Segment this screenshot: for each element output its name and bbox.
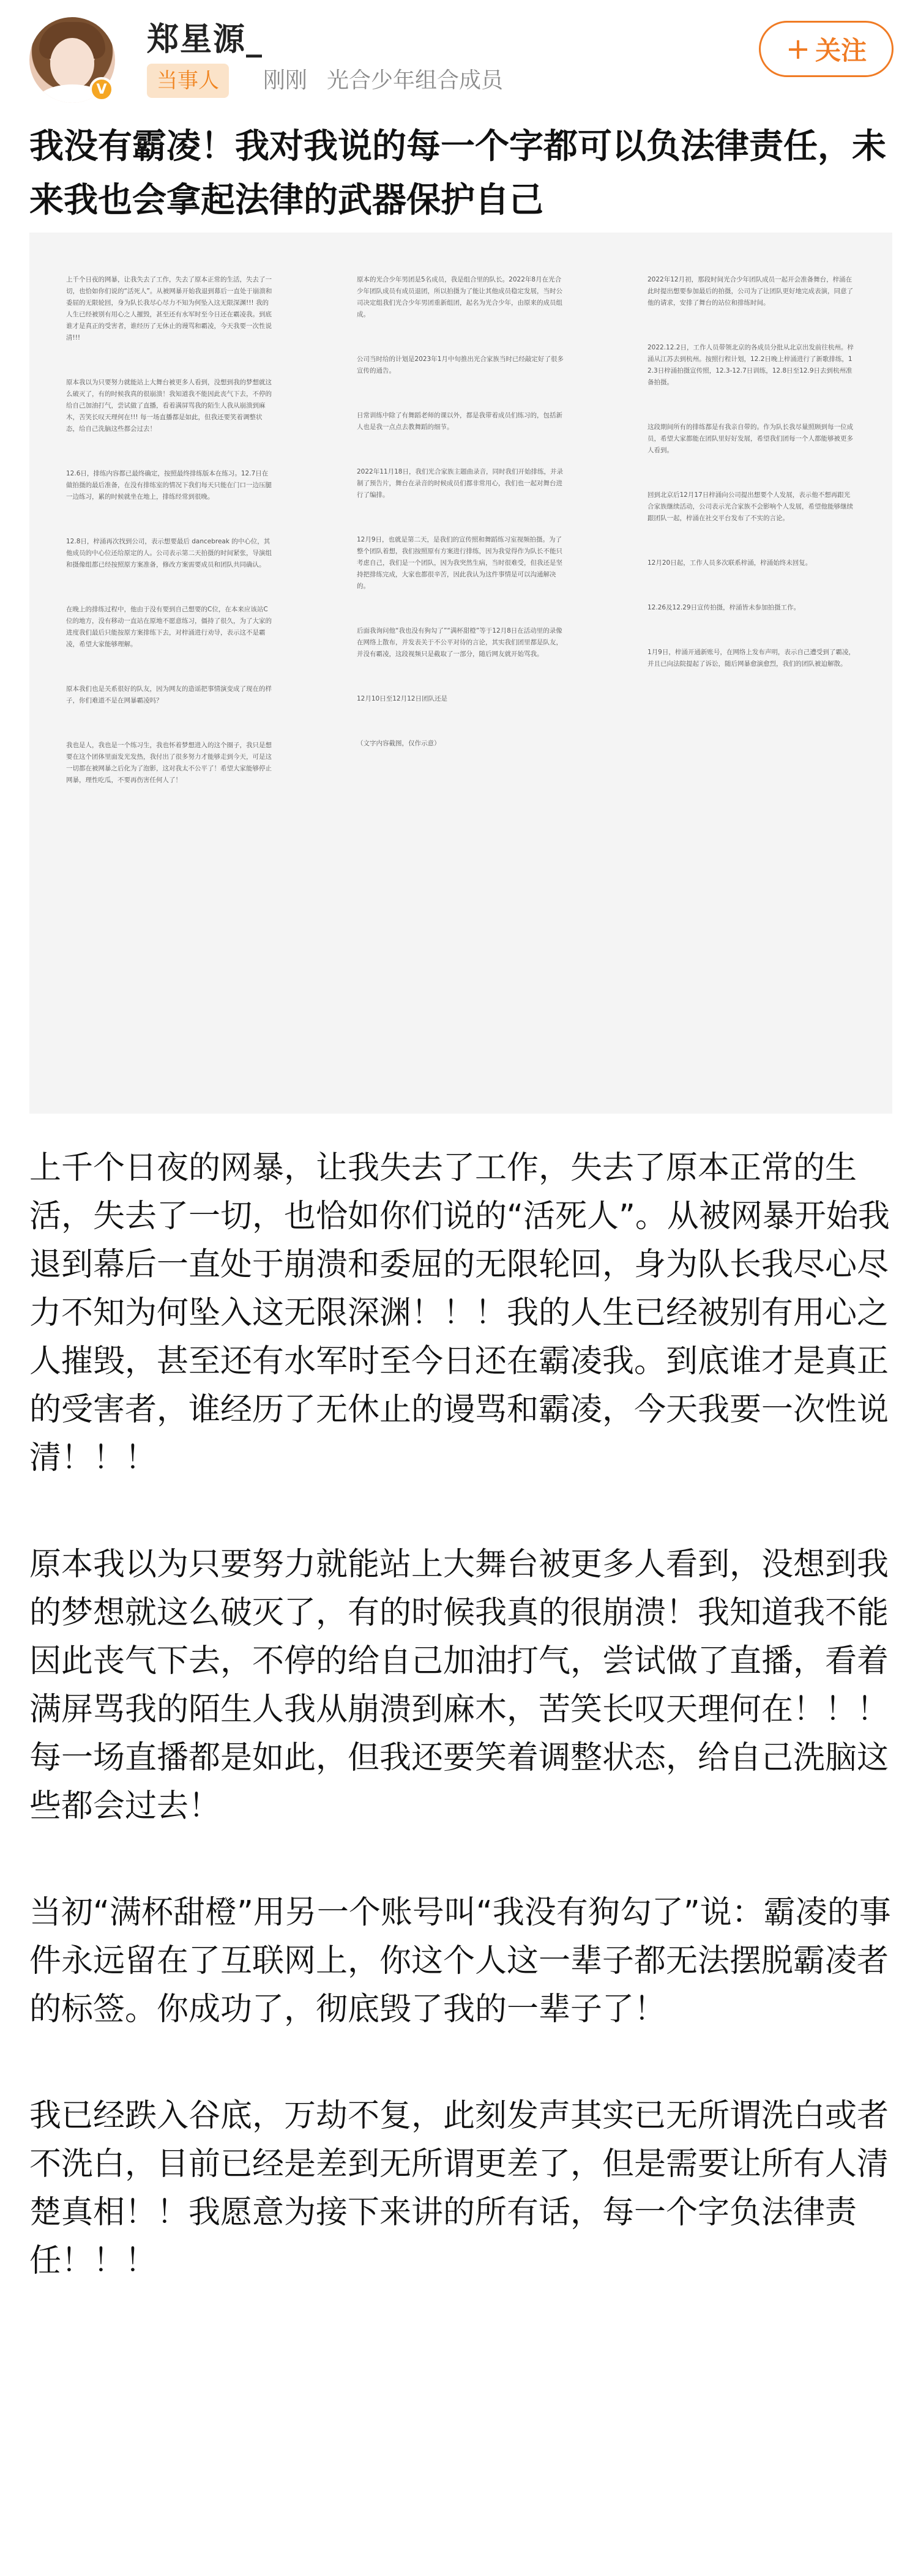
statement-paragraph: 日常训练中除了有舞蹈老师的课以外，都是我带着成员们练习的，包括新人也是我一点点去教舞蹈的细节。 — [357, 412, 562, 431]
post-timestamp: 刚刚 — [263, 68, 308, 93]
statement-column-1 — [66, 251, 274, 819]
follow-button[interactable] — [759, 21, 894, 77]
follow-label: 关注 — [815, 35, 867, 65]
statement-paragraph: 2022年12月初，那段时间光合少年团队成员一起开会准备舞台，梓涌在此时提出想要参加最后的拍摄，公司为了让团队更好地完成表演，同意了他的请求，安排了舞台的站位和排练时间。 — [647, 276, 853, 307]
statement-paragraph: 2022.12.2日，工作人员带领北京的各成员分批从北京出发前往杭州。梓涌从江苏去到杭州。按照行程计划，12.2日晚上梓涌进行了新歌排练，12.3日梓涌拍摄宣传照，12.3-12.7日训练，12.8日至12.9日去到杭州准备拍摄。 — [647, 344, 854, 386]
statement-paragraph: 12.8日，梓涌再次找到公司，表示想要最后 dancebreak 的中心位，其他成员的中心位还给原定的人。公司表示第二天拍摄的时间紧张，导演组和摄像组都已经按照原方案准备，修改方案需要成员和团队共同确认。 — [66, 538, 272, 568]
verified-v-icon: V — [89, 77, 114, 102]
statement-paragraph: （文字内容截图，仅作示意） — [357, 740, 441, 747]
statement-paragraph: 回到北京后12月17日梓涌向公司提出想要个人发展，表示他不想再跟光合家族继续活动，公司表示光合家族不会影响个人发展，希望他能够继续跟团队一起，梓涌在社交平台发布了不实的言论。 — [647, 491, 853, 522]
body-paragraph: 上千个日夜的网暴，让我失去了工作，失去了原本正常的生活，失去了一切，也恰如你们说的“活死人”。从被网暴开始我退到幕后一直处于崩溃和委屈的无限轮回，身为队长我尽心尽力不知为何坠入这无限深渊！！！我的人生已经被别有用心之人摧毁，甚至还有水军时至今日还在霸凌我。到底谁才是真正的受害者，谁经历了无休止的谩骂和霸凌，今天我要一次性说清！！！ — [29, 1150, 890, 1476]
username[interactable]: 郑星源_ — [147, 21, 264, 58]
statement-column-2 — [357, 251, 565, 783]
post-header — [0, 0, 918, 104]
statement-paragraph: 12月9日，也就是第二天，是我们的宣传照和舞蹈练习室视频拍摄。为了整个团队着想，我们按照原有方案进行排练，因为我觉得作为队长不能只考虑自己，我们是一个团队，因为我突然生病，当时很难受，但我还是坚持把排练完成，大家也都很辛苦，因此我认为这件事情是可以沟通解决的。 — [357, 536, 562, 590]
statement-paragraph: 原本我以为只要努力就能站上大舞台被更多人看到，没想到我的梦想就这么破灭了，有的时候我真的很崩溃！我知道我不能因此丧气下去，不停的给自己加油打气，尝试做了直播，看着满屏骂我的陌生人我从崩溃到麻木，苦笑长叹天理何在!!! 每一场直播都是如此，但我还要笑着调整状态，给自己洗脑这些都会过去！ — [66, 379, 272, 433]
statement-paragraph: 这段期间所有的排练都是有我亲自带的。作为队长我尽量照顾到每一位成员，希望大家都能在团队里好好发展，希望我们团每一个人都能够被更多人看到。 — [647, 423, 853, 454]
statement-paragraph: 公司当时给的计划是2023年1月中旬推出光合家族当时已经敲定好了很多宣传的通告。 — [357, 356, 564, 374]
statement-paragraph: 2022年11月18日，我们光合家族主题曲录音，同时我们开始排练，并录制了预告片，舞台在录音的时候成员们都非常用心，我们也一起对舞台进行了编排。 — [357, 468, 563, 499]
author-description: 光合少年组合成员 — [327, 68, 504, 93]
statement-paragraph: 12月20日起，工作人员多次联系梓涌，梓涌始终未回复。 — [647, 559, 812, 567]
post-body — [29, 1144, 892, 2343]
body-paragraph: 当初“满杯甜橙”用另一个账号叫“我没有狗勾了”说：霸凌的事件永远留在了互联网上，你这个人这一辈子都无法摆脱霸凌者的标签。你成功了，彻底毁了我的一辈子了！ — [29, 1894, 891, 2028]
body-paragraph: 我已经跌入谷底，万劫不复，此刻发声其实已无所谓洗白或者不洗白，目前已经是差到无所谓更差了，但是需要让所有人清楚真相！！我愿意为接下来讲的所有话，每一个字负法律责任！！！ — [29, 2098, 889, 2279]
statement-paragraph: 12.6日，排练内容都已最终确定，按照最终排练版本在练习。12.7日在做拍摄的最后准备，在没有排练室的情况下我们每天只能在门口一边压腿一边练习，累的时候就坐在地上，排练经常到很晚。 — [66, 470, 272, 501]
statement-paragraph: 原本我们也是关系很好的队友，因为网友的造谣把事情演变成了现在的样子，你们难道不是在网暴霸凌吗？ — [66, 685, 272, 704]
statement-paragraph: 我也是人，我也是一个练习生，我也怀着梦想进入的这个圈子，我只是想要在这个团体里面发光发热，我付出了很多努力才能够走到今天，可是这一切都在被网暴之后化为了泡影，这对我太不公平了！希望大家能够停止网暴，理性吃瓜，不要再伤害任何人了！ — [66, 742, 272, 784]
statement-image[interactable] — [29, 233, 892, 1114]
statement-paragraph: 原本的光合少年男团是5名成员，我是组合里的队长。2022年8月在光合少年团队成员有成员退团，所以拍摄为了能让其他成员稳定发展，当时公司决定组我们光合少年男团重新组团，起名为光合少年，由原来的成员组成。 — [357, 276, 562, 318]
statement-paragraph: 后面我询问他“我也没有狗勾了”“满杯甜橙”等于12月8日在活动里的录像在网络上散布，并发表关于不公平对待的言论，其实我们团里都是队友，并没有霸凌，这段视频只是截取了一部分，随后网友就开始骂我。 — [357, 627, 562, 658]
role-badge: 当事人 — [147, 64, 229, 98]
statement-paragraph: 12月10日至12月12日团队还是 — [357, 695, 447, 702]
statement-paragraph: 在晚上的排练过程中，他由于没有要到自己想要的C位，在本来应该站C位的地方，没有移动一直站在原地不愿意练习，僵持了很久，为了大家的进度我们最后只能按原方案排练下去，对梓涌进行劝导，表示这不是霸凌，希望大家能够理解。 — [66, 606, 272, 648]
plus-icon: + — [785, 32, 811, 66]
post-headline: 我没有霸凌！我对我说的每一个字都可以负法律责任，未来我也会拿起法律的武器保护自己 — [29, 127, 886, 220]
statement-paragraph: 12.26及12.29日宣传拍摄，梓涌皆未参加拍摄工作。 — [647, 604, 800, 611]
statement-paragraph: 上千个日夜的网暴，让我失去了工作，失去了原本正常的生活，失去了一切，也恰如你们说的“活死人”。从被网暴开始我退到幕后一直处于崩溃和委屈的无限轮回，身为队长我尽心尽力不知为何坠入这无限深渊!!! 我的人生已经被别有用心之人摧毁，甚至还有水军时至今日还在霸凌我。到底谁才是真正的受害者，谁经历了无休止的谩骂和霸凌，今天我要一次性说清!!! — [66, 276, 272, 341]
body-paragraph: 原本我以为只要努力就能站上大舞台被更多人看到，没想到我的梦想就这么破灭了，有的时候我真的很崩溃！我知道我不能因此丧气下去，不停的给自己加油打气，尝试做了直播，看着满屏骂我的陌生人我从崩溃到麻木，苦笑长叹天理何在！！！每一场直播都是如此，但我还要笑着调整状态，给自己洗脑这些都会过去！ — [29, 1546, 889, 1825]
statement-column-3 — [647, 251, 856, 703]
statement-paragraph: 1月9日，梓涌开通新账号，在网络上发布声明，表示自己遭受到了霸凌，并且已向法院提起了诉讼，随后网暴愈演愈烈，我们的团队被迫解散。 — [647, 649, 855, 668]
avatar-face — [50, 38, 94, 89]
